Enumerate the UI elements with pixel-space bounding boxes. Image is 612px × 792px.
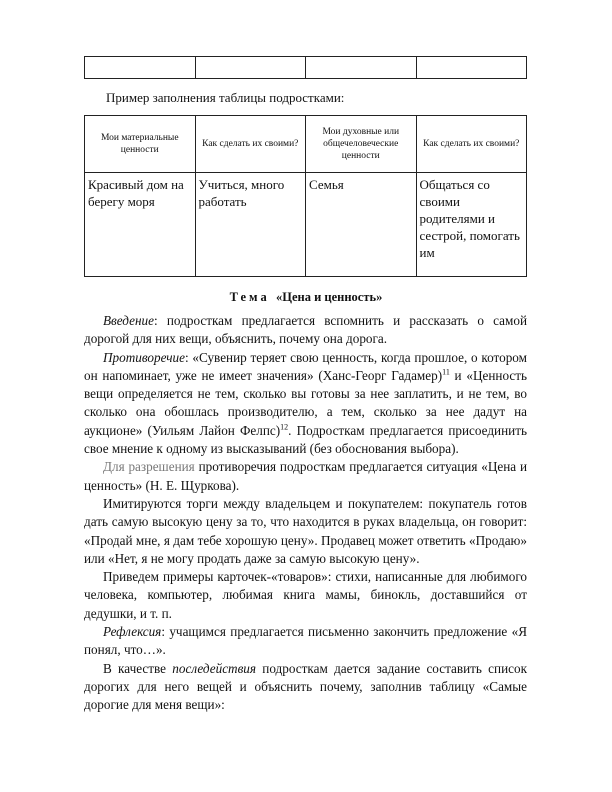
table-cell	[306, 57, 417, 79]
table-cell	[416, 57, 527, 79]
paragraph-contradiction	[84, 349, 527, 459]
table-header-cell: Как сделать их своими?	[416, 116, 527, 173]
empty-table	[84, 56, 527, 79]
paragraph-resolution	[84, 458, 527, 495]
paragraph-label: Для разрешения	[103, 459, 195, 475]
table-cell: Общаться со своими родителями и сестрой, помогать им	[416, 173, 527, 277]
paragraph-text: В качестве	[103, 660, 173, 676]
paragraph-auction	[84, 495, 527, 568]
paragraph-text: подросткам дается задание составить список дорогих для него вещей и объяснить почему, заполнив таблицу «Самые дорогие для меня вещи»:	[84, 660, 527, 713]
paragraph-text: : учащимся предлагается письменно закончить предложение «Я понял, что…».	[84, 624, 527, 658]
paragraph-text: . Подросткам предлагается присоединить свое мнение к одному из высказываний (без обоснования выбора).	[84, 422, 527, 457]
footnote-ref: 12	[280, 422, 289, 432]
table-cell: Учиться, много работать	[195, 173, 306, 277]
table-header-cell: Как сделать их своими?	[195, 116, 306, 173]
paragraph-reflection	[84, 623, 527, 660]
table-cell: Семья	[306, 173, 417, 277]
table-row	[85, 57, 527, 79]
example-table	[84, 115, 527, 277]
paragraph-text: и «Ценность вещи определяется не тем, сколько вы готовы за нее заплатить, и не тем, во сколько она обошлась производителю, а тем, сколько за нее дадут на аукционе» (Уильям Лайон Фелпс)	[84, 367, 527, 438]
theme-label: Тема	[229, 290, 270, 304]
paragraph-examples	[84, 568, 527, 623]
paragraph-label: Рефлексия	[103, 624, 162, 640]
theme-heading	[0, 290, 612, 305]
table-cell	[85, 57, 196, 79]
table-caption: Пример заполнения таблицы подростками:	[106, 90, 345, 105]
paragraph-label: Введение	[103, 313, 154, 328]
table-header-row	[85, 116, 527, 173]
table-header-cell: Мои материальные ценности	[85, 116, 196, 173]
paragraph-text: противоречия подросткам предлагается ситуация «Цена и ценность» (Н. Е. Щуркова).	[84, 459, 528, 493]
table-cell	[195, 57, 306, 79]
paragraph-text: Приведем примеры карточек-«товаров»: стихи, написанные для любимого человека, компьютер, любимая книга мамы, бинокль, доставшийся от дедушки, и т. п.	[84, 569, 527, 621]
table-row	[85, 173, 527, 277]
table-header-cell: Мои духовные или общечеловеческие ценности	[306, 116, 417, 173]
paragraph-text: Имитируются торги между владельцем и покупателем: покупатель готов дать самую высокую цену за то, что находится в руках владельца, он говорит: «Продай мне, я дам тебе хорошую цену». Продавец может ответить «Продаю» или «Нет, я не могу продать даже за самую высокую цену».	[84, 495, 527, 566]
paragraph-label: последействия	[172, 660, 257, 676]
paragraph-introduction	[84, 312, 527, 349]
paragraph-aftereffect	[84, 660, 527, 715]
body-text	[84, 312, 527, 715]
paragraph-text: : подросткам предлагается вспомнить и рассказать о самой дорогой для них вещи, объяснить, почему она дорога.	[84, 313, 527, 347]
paragraph-label: Противоречие	[103, 349, 185, 365]
paragraph-text: : «Сувенир теряет свою ценность, когда прошлое, о котором он напоминает, уже не имеет значения» (Ханс-Георг Гадамер)	[84, 349, 527, 383]
table-cell: Красивый дом на берегу моря	[85, 173, 196, 277]
theme-title: «Цена и ценность»	[275, 290, 383, 304]
footnote-ref: 11	[442, 367, 450, 377]
